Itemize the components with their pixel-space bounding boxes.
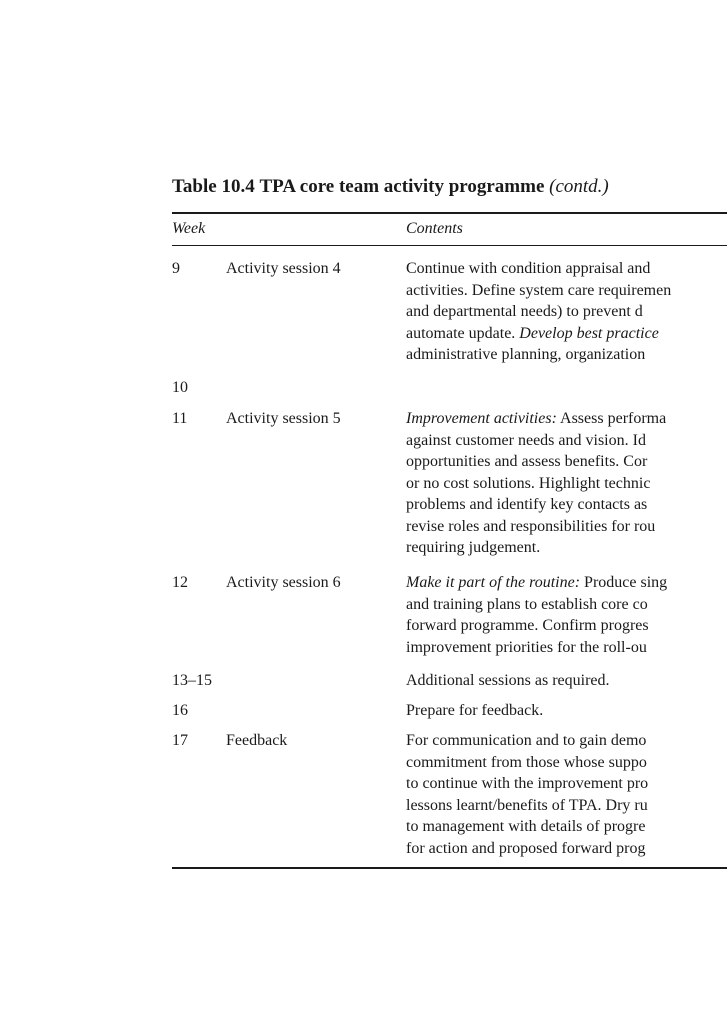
content-line: and training plans to establish core co <box>406 595 648 613</box>
row-week-10-week: 10 <box>172 379 188 396</box>
content-line: or no cost solutions. Highlight technic <box>406 474 651 492</box>
content-line: to management with details of progre <box>406 818 646 835</box>
header-rule <box>172 245 727 246</box>
row-week-11-contents <box>406 408 666 559</box>
row-week-11-activity: Activity session 5 <box>226 410 341 427</box>
content-line: problems and identify key contacts as <box>406 496 648 513</box>
table-top-rule <box>172 212 727 214</box>
content-line: revise roles and responsibilities for rou <box>406 517 656 535</box>
row-week-12-week: 12 <box>172 574 188 591</box>
content-line: opportunities and assess benefits. Cor <box>406 453 648 470</box>
content-text: automate update. <box>406 324 520 342</box>
content-line <box>406 408 666 430</box>
column-header-week: Week <box>172 220 206 237</box>
content-text: Assess performa <box>556 410 667 427</box>
content-line: forward programme. Confirm progres <box>406 617 649 634</box>
row-week-9-week: 9 <box>172 260 180 277</box>
row-week-9-activity: Activity session 4 <box>226 260 341 277</box>
row-week-17-week: 17 <box>172 732 188 749</box>
table-bottom-rule <box>172 867 727 869</box>
content-lead: Improvement activities: <box>406 410 557 427</box>
row-week-12-contents <box>406 572 667 658</box>
content-lead: Make it part of the routine: <box>406 574 581 591</box>
content-emphasis: Develop best practice <box>519 324 659 342</box>
row-week-16-contents <box>406 700 543 722</box>
row-week-17-activity: Feedback <box>226 732 288 749</box>
column-header-contents: Contents <box>406 220 463 237</box>
row-week-13-15-week: 13–15 <box>172 672 212 689</box>
content-line: improvement priorities for the roll-ou <box>406 638 647 656</box>
content-line: activities. Define system care requiremen <box>406 281 672 299</box>
content-line: to continue with the improvement pro <box>406 775 649 792</box>
table-number: Table 10.4 <box>172 176 255 197</box>
table-caption <box>172 176 609 198</box>
content-line: Prepare for feedback. <box>406 702 544 719</box>
content-line: commitment from those whose suppo <box>406 753 647 771</box>
content-line: Continue with condition appraisal and <box>406 260 651 277</box>
content-line <box>406 323 671 345</box>
content-line: lessons learnt/benefits of TPA. Dry ru <box>406 796 648 814</box>
row-week-9-contents <box>406 258 671 366</box>
content-line: against customer needs and vision. Id <box>406 431 646 449</box>
content-line <box>406 572 667 594</box>
content-line: requiring judgement. <box>406 539 541 556</box>
row-week-11-week: 11 <box>172 410 188 427</box>
content-line: For communication and to gain demo <box>406 732 647 749</box>
row-week-16-week: 16 <box>172 702 188 719</box>
table-title: TPA core team activity programme <box>259 176 545 197</box>
content-line: administrative planning, organization <box>406 346 646 363</box>
content-line: for action and proposed forward prog <box>406 839 646 857</box>
row-week-13-15-contents <box>406 670 610 692</box>
row-week-17-contents <box>406 730 648 859</box>
content-line: and departmental needs) to prevent d <box>406 303 643 320</box>
content-line: Additional sessions as required. <box>406 672 610 689</box>
row-week-12-activity: Activity session 6 <box>226 574 341 591</box>
table-caption-suffix: (contd.) <box>549 176 609 197</box>
content-text: Produce sing <box>580 574 668 591</box>
